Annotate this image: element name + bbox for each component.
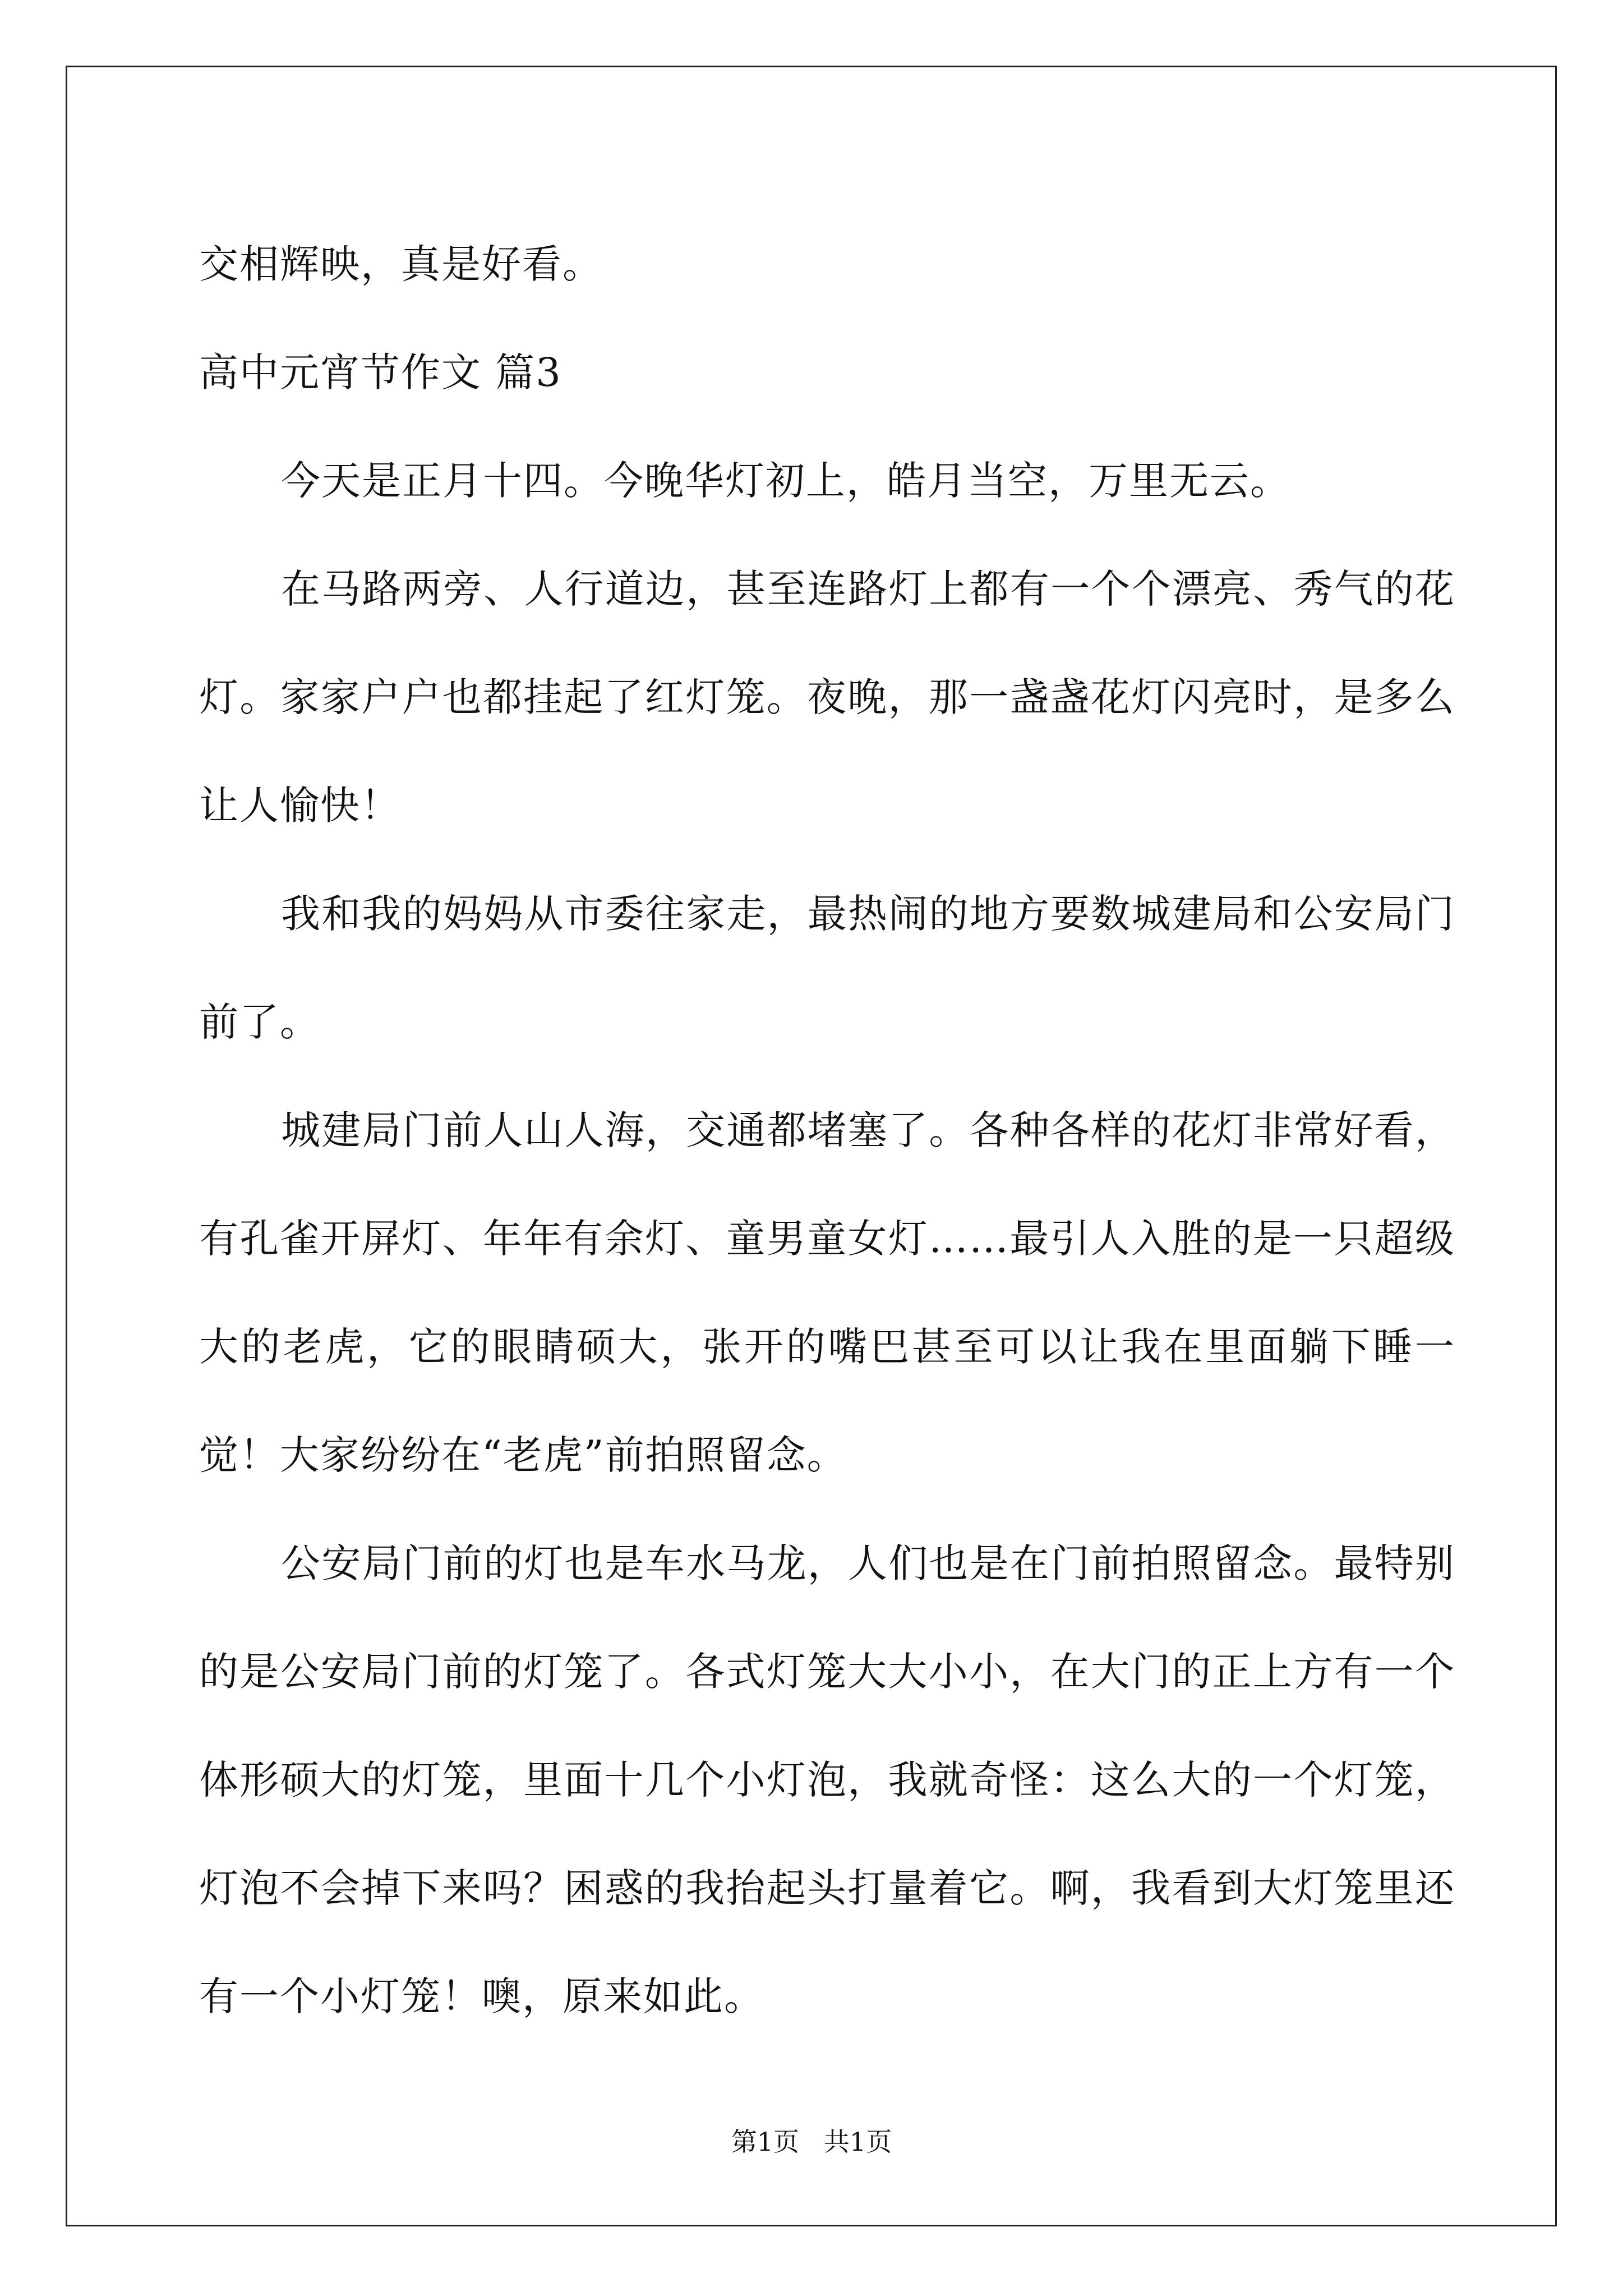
document-body [199, 210, 1455, 2051]
section-heading: 高中元宵节作文 篇3 [199, 349, 562, 395]
paragraph-2: 在马路两旁、人行道边，甚至连路灯上都有一个个漂亮、秀气的花灯。家家户户也都挂起了红灯笼。夜晚，那一盏盏花灯闪亮时，是多么让人愉快！ [199, 566, 1455, 829]
text-line-continuation: 交相辉映，真是好看。 [199, 241, 603, 287]
paragraph-1: 今天是正月十四。今晚华灯初上，皓月当空，万里无云。 [281, 458, 1290, 504]
paragraph-4: 城建局门前人山人海，交通都堵塞了。各种各样的花灯非常好看，有孔雀开屏灯、年年有余灯、童男童女灯……最引人入胜的是一只超级大的老虎，它的眼睛硕大，张开的嘴巴甚至可以让我在里面躺下睡一觉！大家纷纷在“老虎”前拍照留念。 [199, 1107, 1455, 1478]
page-footer: 第1页 共1页 [731, 2127, 892, 2157]
paragraph-3: 我和我的妈妈从市委往家走，最热闹的地方要数城建局和公安局门前了。 [199, 891, 1455, 1045]
paragraph-5: 公安局门前的灯也是车水马龙，人们也是在门前拍照留念。最特别的是公安局门前的灯笼了。各式灯笼大大小小，在大门的正上方有一个体形硕大的灯笼，里面十几个小灯泡，我就奇怪：这么大的一个灯笼，灯泡不会掉下来吗？困惑的我抬起头打量着它。啊，我看到大灯笼里还有一个小灯笼！噢，原来如此。 [199, 1540, 1455, 2019]
